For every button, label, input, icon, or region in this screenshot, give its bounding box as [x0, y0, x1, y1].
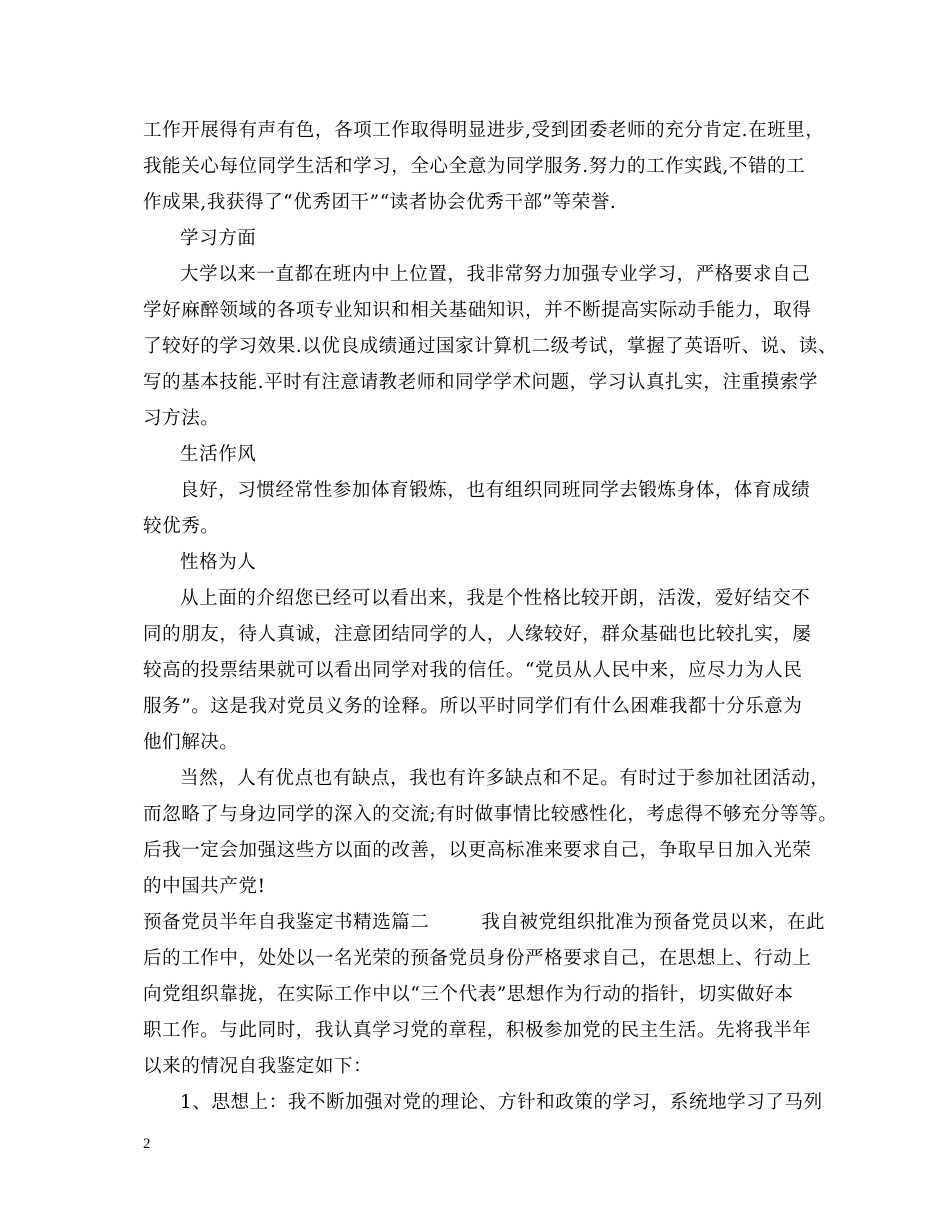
text-line: 从上面的介绍您已经可以看出来，我是个性格比较开朗，活泼，爱好结交不 — [180, 588, 811, 609]
text-line: 工作开展得有声有色，各项工作取得明显进步,受到团委老师的充分肯定.在班里， — [143, 120, 825, 141]
text-line: 后我一定会加强这些方以面的改善，以更高标准来要求自己，争取早日加入光荣 — [143, 840, 812, 861]
text-line: 后的工作中，处处以一名光荣的预备党员身份严格要求自己，在思想上、行动上 — [143, 948, 812, 969]
text-line: 他们解决。 — [143, 732, 239, 753]
section-heading-character: 性格为人 — [180, 552, 257, 573]
text-line: 了较好的学习效果.以优良成绩通过国家计算机二级考试，掌握了英语听、说、读、 — [143, 336, 838, 357]
text-line: 较优秀。 — [143, 516, 220, 537]
page-number: 2 — [143, 1136, 151, 1152]
text-line: 同的朋友，待人真诚，注意团结同学的人，人缘较好，群众基础也比较扎实，屡 — [143, 624, 812, 645]
text-line: 的中国共产党! — [143, 876, 266, 897]
text-line: 以来的情况自我鉴定如下： — [143, 1056, 373, 1077]
section-heading-lifestyle: 生活作风 — [180, 444, 257, 465]
text-line: 当然，人有优点也有缺点，我也有许多缺点和不足。有时过于参加社团活动， — [180, 768, 830, 789]
text-line: 我能关心每位同学生活和学习，全心全意为同学服务.努力的工作实践,不错的工 — [143, 156, 806, 177]
text-line: 较高的投票结果就可以看出同学对我的信任。“党员从人民中来，应尽力为人民 — [143, 660, 803, 681]
text-line: 职工作。与此同时，我认真学习党的章程，积极参加党的民主生活。先将我半年 — [143, 1020, 812, 1041]
text-line: 良好，习惯经常性参加体育锻炼，也有组织同班同学去锻炼身体，体育成绩 — [180, 480, 811, 501]
text-line: 而忽略了与身边同学的深入的交流;有时做事情比较感性化，考虑得不够充分等等。 — [143, 804, 838, 825]
text-line: 向党组织靠拢，在实际工作中以“三个代表”思想作为行动的指针，切实做好本 — [143, 984, 794, 1005]
body-text — [143, 113, 838, 1121]
text-line: 大学以来一直都在班内中上位置，我非常努力加强专业学习，严格要求自己 — [180, 264, 811, 285]
text-line: 作成果,我获得了“优秀团干”“读者协会优秀干部”等荣誉. — [143, 192, 617, 213]
text-line: 写的基本技能.平时有注意请教老师和同学学术问题，学习认真扎实，注重摸索学 — [143, 372, 818, 393]
section-heading-study: 学习方面 — [180, 228, 257, 249]
section-title-part-two: 预备党员半年自我鉴定书精选篇二 我自被党组织批准为预备党员以来，在此 — [143, 912, 826, 933]
text-line: 1、思想上：我不断加强对党的理论、方针和政策的学习，系统地学习了马列 — [180, 1092, 823, 1113]
text-line: 服务”。这是我对党员义务的诠释。所以平时同学们有什么困难我都十分乐意为 — [143, 696, 803, 717]
text-line: 学好麻醉领域的各项专业知识和相关基础知识，并不断提高实际动手能力，取得 — [143, 300, 812, 321]
text-line: 习方法。 — [143, 408, 220, 429]
